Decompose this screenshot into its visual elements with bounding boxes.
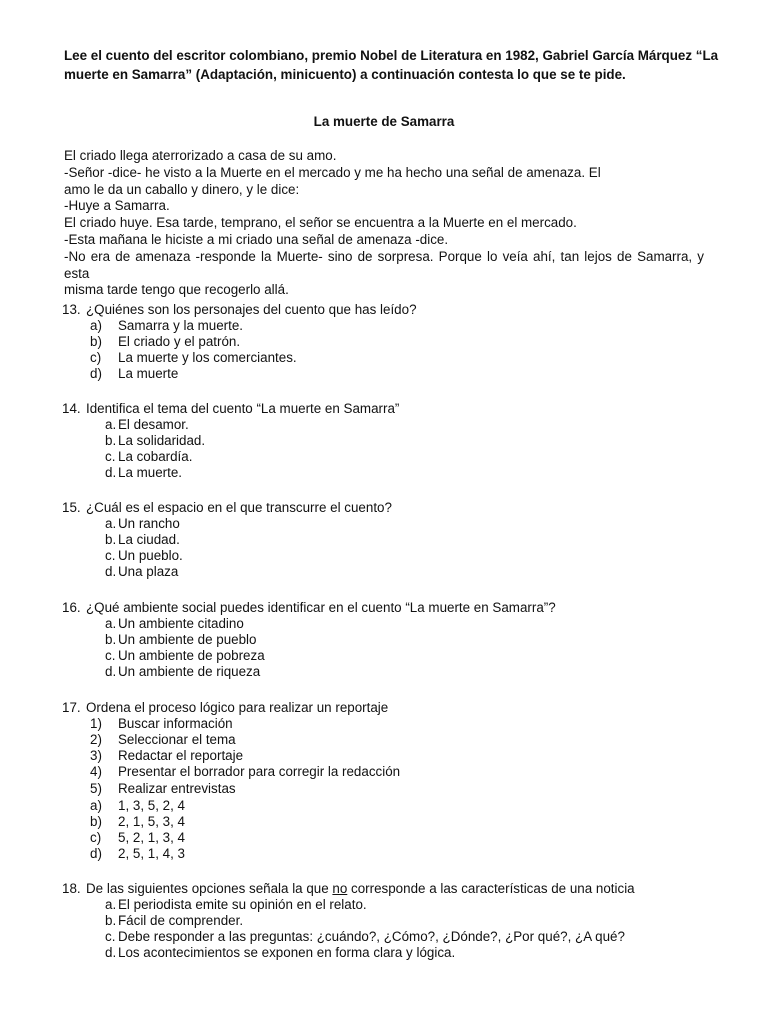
step-mark: 5) (90, 781, 102, 796)
question-18 (62, 881, 742, 961)
option-text: El periodista emite su opinión en el relato. (118, 897, 367, 912)
answer-option (62, 532, 742, 548)
question-13 (62, 302, 742, 382)
option-mark: d. (105, 945, 117, 960)
option-mark: b) (90, 814, 102, 829)
question-17 (62, 700, 742, 862)
step-mark: 1) (90, 716, 102, 731)
story-line: -Huye a Samarra. (64, 198, 170, 214)
step-text: Redactar el reportaje (118, 748, 244, 763)
step-text: Presentar el borrador para corregir la redacción (118, 764, 401, 779)
option-mark: c) (90, 830, 102, 845)
step-mark: 3) (90, 748, 102, 763)
answer-option (62, 664, 742, 680)
story-line: misma tarde tengo que recogerlo allá. (64, 282, 289, 298)
process-step (62, 716, 742, 732)
story-line: El criado huye. Esa tarde, temprano, el señor se encuentra a la Muerte en el mercado. (64, 215, 577, 231)
question-number: 15. (62, 500, 81, 515)
story-line: El criado llega aterrorizado a casa de su amo. (64, 148, 337, 163)
option-mark: a. (105, 417, 117, 432)
answer-option (62, 913, 742, 929)
question-text: Ordena el proceso lógico para realizar un reportaje (86, 700, 389, 715)
question-stem (62, 401, 742, 417)
option-mark: a. (105, 616, 117, 631)
option-text: Un ambiente citadino (118, 616, 244, 631)
answer-option (62, 318, 742, 334)
answer-option (62, 798, 742, 814)
question-text: ¿Quiénes son los personajes del cuento que has leído? (86, 302, 417, 317)
option-text: La ciudad. (118, 532, 180, 547)
option-text: Samarra y la muerte. (118, 318, 244, 333)
option-text: Debe responder a las preguntas: ¿cuándo?, ¿Cómo?, ¿Dónde?, ¿Por qué?, ¿A qué? (118, 929, 625, 944)
option-mark: a. (105, 897, 117, 912)
option-mark: c. (105, 449, 116, 464)
question-number: 13. (62, 302, 81, 317)
question-stem (62, 600, 742, 616)
question-number: 16. (62, 600, 81, 615)
answer-option (62, 433, 742, 449)
option-mark: b. (105, 532, 117, 547)
question-stem (62, 500, 742, 516)
question-stem (62, 700, 742, 716)
option-mark: b. (105, 433, 117, 448)
answer-option (62, 417, 742, 433)
answer-option (62, 334, 742, 350)
question-16 (62, 600, 742, 680)
step-text: Buscar información (118, 716, 233, 731)
option-text: El desamor. (118, 417, 189, 432)
process-step (62, 732, 742, 748)
step-mark: 2) (90, 732, 102, 747)
option-mark: a) (90, 318, 102, 333)
option-text: La muerte. (118, 465, 183, 480)
answer-option (62, 548, 742, 564)
option-text: La muerte y los comerciantes. (118, 350, 297, 365)
option-text: 1, 3, 5, 2, 4 (118, 798, 185, 813)
option-text: 2, 1, 5, 3, 4 (118, 814, 185, 829)
option-mark: d) (90, 846, 102, 861)
option-text: Una plaza (118, 564, 179, 579)
option-text: Un ambiente de riqueza (118, 664, 261, 679)
answer-option (62, 632, 742, 648)
answer-option (62, 929, 742, 945)
answer-option (62, 449, 742, 465)
answer-option (62, 366, 742, 382)
option-mark: d. (105, 465, 117, 480)
answer-option (62, 846, 742, 862)
option-text: Un ambiente de pobreza (118, 648, 265, 663)
option-mark: a. (105, 516, 117, 531)
question-text: ¿Cuál es el espacio en el que transcurre el cuento? (86, 500, 392, 515)
answer-option (62, 350, 742, 366)
question-stem (62, 881, 742, 897)
process-step (62, 764, 742, 780)
option-text: 2, 5, 1, 4, 3 (118, 846, 185, 861)
story-title: La muerte de Samarra (313, 114, 455, 129)
option-mark: c) (90, 350, 102, 365)
step-mark: 4) (90, 764, 102, 779)
story-line: amo le da un caballo y dinero, y le dice: (64, 181, 300, 197)
question-15 (62, 500, 742, 580)
process-step (62, 748, 742, 764)
option-mark: c. (105, 548, 116, 563)
question-text: Identifica el tema del cuento “La muerte en Samarra” (86, 401, 400, 416)
answer-option (62, 814, 742, 830)
option-text: La solidaridad. (118, 433, 206, 448)
option-text: La muerte (118, 366, 179, 381)
option-mark: c. (105, 648, 116, 663)
question-number: 18. (62, 881, 81, 896)
answer-option (62, 648, 742, 664)
answer-option (62, 830, 742, 846)
question-number: 14. (62, 401, 81, 416)
story-line: -No era de amenaza -responde la Muerte- sino de sorpresa. Porque lo veía ahí, tan lejos de Samarra, y esta (64, 248, 704, 281)
option-mark: b) (90, 334, 102, 349)
process-step (62, 780, 742, 798)
option-mark: d) (90, 366, 102, 381)
option-text: Los acontecimientos se exponen en forma clara y lógica. (118, 945, 456, 960)
option-mark: d. (105, 564, 117, 579)
option-text: 5, 2, 1, 3, 4 (118, 830, 185, 845)
answer-option (62, 616, 742, 632)
option-text: Fácil de comprender. (118, 913, 244, 928)
option-text: Un rancho (118, 516, 180, 531)
answer-option (62, 516, 742, 532)
step-text: Realizar entrevistas (118, 781, 236, 796)
answer-option (62, 564, 742, 580)
option-text: La cobardía. (118, 449, 193, 464)
option-text: Un ambiente de pueblo (118, 632, 257, 647)
story-line: -Señor -dice- he visto a la Muerte en el mercado y me ha hecho una señal de amenaza. El (64, 164, 601, 180)
question-number: 17. (62, 700, 81, 715)
question-text-before: De las siguientes opciones señala la que (86, 881, 333, 896)
question-14 (62, 401, 742, 481)
option-mark: a) (90, 798, 102, 813)
option-mark: b. (105, 632, 117, 647)
option-text: Un pueblo. (118, 548, 183, 563)
step-text: Seleccionar el tema (118, 732, 236, 747)
instructions: Lee el cuento del escritor colombiano, premio Nobel de Literatura en 1982, Gabriel García Márquez “La muerte en Samarra” (Adaptación, minicuento) a continuación contesta lo que se te pide. (64, 48, 719, 82)
option-text: El criado y el patrón. (118, 334, 241, 349)
option-mark: d. (105, 664, 117, 679)
answer-option (62, 945, 742, 961)
answer-option (62, 897, 742, 913)
question-text: ¿Qué ambiente social puedes identificar en el cuento “La muerte en Samarra”? (86, 600, 556, 615)
option-mark: b. (105, 913, 117, 928)
question-stem (62, 302, 742, 318)
story-text (64, 148, 704, 299)
option-mark: c. (105, 929, 116, 944)
answer-option (62, 465, 742, 481)
question-text-after: corresponde a las características de una noticia (347, 881, 635, 896)
question-text-underlined: no (332, 881, 348, 896)
story-line: -Esta mañana le hiciste a mi criado una señal de amenaza -dice. (64, 231, 449, 247)
